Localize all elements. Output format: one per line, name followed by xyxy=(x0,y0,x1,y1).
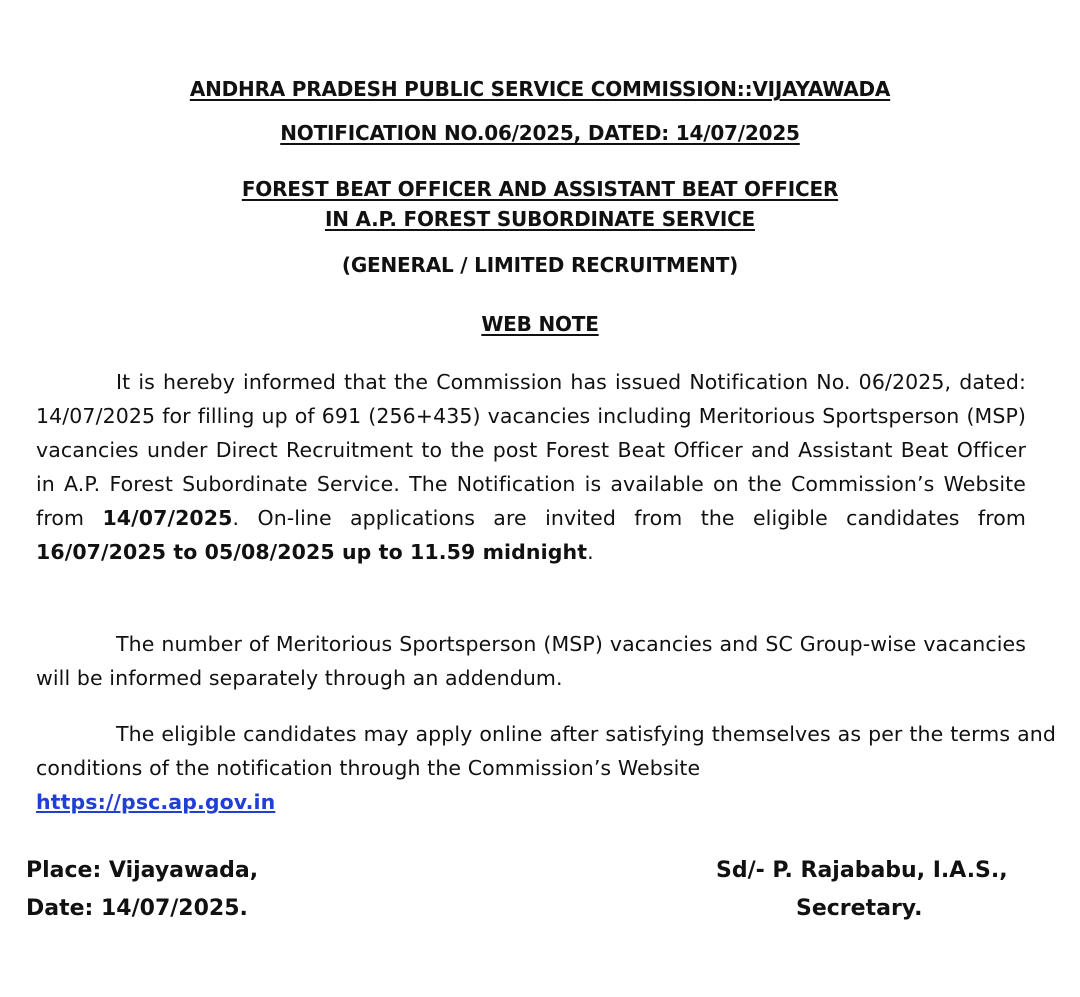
notification-available-date: 14/07/2025 xyxy=(102,506,233,530)
commission-website-link[interactable]: https://psc.ap.gov.in xyxy=(36,790,276,814)
recruitment-type-text: (GENERAL / LIMITED RECRUITMENT) xyxy=(341,253,739,277)
web-note-text: WEB NOTE xyxy=(481,312,599,336)
para2-text: The number of Meritorious Sportsperson (MSP) vacancies and SC Group-wise vacancies will be informed separately through an addendum. xyxy=(36,632,1026,690)
notification-heading xyxy=(0,118,1080,148)
notification-paragraph xyxy=(36,365,1026,569)
msp-vacancy-paragraph xyxy=(36,627,1026,695)
post-heading-line2 xyxy=(0,204,1080,234)
web-note-heading xyxy=(0,309,1080,339)
commission-heading-text: ANDHRA PRADESH PUBLIC SERVICE COMMISSION::VIJAYAWADA xyxy=(189,77,891,101)
para3-text: The eligible candidates may apply online after satisfying themselves as per the terms and conditions of the notification through the Commission’s Website xyxy=(36,722,1056,780)
commission-heading xyxy=(0,74,1080,104)
para1-text-b: . On-line applications are invited from the eligible candidates from xyxy=(232,506,1026,530)
date-line: Date: 14/07/2025. xyxy=(26,896,248,921)
application-period: 16/07/2025 to 05/08/2025 up to 11.59 midnight xyxy=(36,540,588,564)
para1-text-c: . xyxy=(587,540,594,564)
post-heading-line1-text: FOREST BEAT OFFICER AND ASSISTANT BEAT OFFICER xyxy=(241,177,839,201)
post-heading-line2-text: IN A.P. FOREST SUBORDINATE SERVICE xyxy=(324,207,756,231)
recruitment-type-heading xyxy=(0,250,1080,280)
para1-text-a: It is hereby informed that the Commission has issued Notification No. 06/2025, dated: 14/07/2025 for filling up of 691 (256+435) vacancies including Meritorious Sportsperson (MSP) vacancies under Direct Recruitment to the post Forest Beat Officer and Assistant Beat Officer in A.P. Forest Subordinate Service. The Notification is available on the Commission’s Website from xyxy=(36,370,1026,530)
notification-heading-text: NOTIFICATION NO.06/2025, DATED: 14/07/2025 xyxy=(280,121,800,145)
post-heading-line1 xyxy=(0,174,1080,204)
place-line: Place: Vijayawada, xyxy=(26,858,259,883)
signatory-line: Sd/- P. Rajababu, I.A.S., xyxy=(716,858,1008,883)
designation-line: Secretary. xyxy=(796,896,923,921)
apply-online-paragraph xyxy=(36,717,1056,819)
